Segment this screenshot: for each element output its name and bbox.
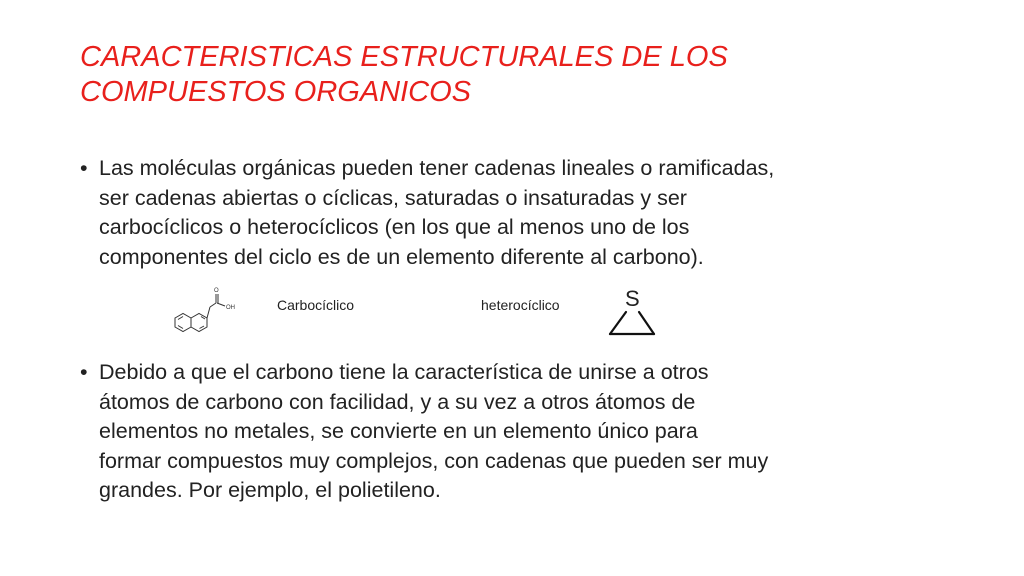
title-line-2: COMPUESTOS ORGANICOS <box>80 76 472 108</box>
bullet-line: grandes. Por ejemplo, el polietileno. <box>99 478 441 502</box>
hydroxyl-label: OH <box>226 305 235 311</box>
bullet-line: Las moléculas orgánicas pueden tener cadenas lineales o ramificadas, <box>99 156 775 180</box>
bullet-marker: • <box>80 156 88 180</box>
bullet-line: átomos de carbono con facilidad, y a su vez a otros átomos de <box>99 389 696 414</box>
bullet-line: elementos no metales, se convierte en un elemento único para <box>99 419 698 443</box>
bullet-line: ser cadenas abiertas o cíclicas, saturadas o insaturadas y ser <box>99 185 687 210</box>
bullet-line: componentes del ciclo es de un elemento diferente al carbono). <box>99 244 704 269</box>
bullet-marker: • <box>80 360 88 384</box>
bullet-line: Debido a que el carbono tiene la característica de unirse a otros <box>99 360 709 384</box>
bullet-line: carbocíclicos o heterocíclicos (en los que al menos uno de los <box>99 215 690 239</box>
bullet-text <box>99 154 960 272</box>
heterocyclic-label: heterocíclico <box>481 297 560 313</box>
bullet-item-2 <box>80 358 960 506</box>
naphthalene-rings <box>175 314 207 332</box>
carbocyclic-structure-diagram <box>170 283 250 345</box>
title-line-1: CARACTERISTICAS ESTRUCTURALES DE LOS <box>80 41 728 73</box>
bullet-text <box>99 358 960 506</box>
bullet-line: formar compuestos muy complejos, con cadenas que pueden ser muy <box>99 448 769 473</box>
heterocyclic-structure-diagram <box>604 285 664 341</box>
slide-title <box>80 40 960 110</box>
thiirane-ring <box>610 312 654 334</box>
oxygen-atom-label: O <box>214 288 219 294</box>
acetic-acid-chain <box>207 294 225 318</box>
bullet-item-1 <box>80 154 960 272</box>
sulfur-atom-label: S <box>625 286 640 311</box>
carbocyclic-label: Carbocíclico <box>277 297 355 313</box>
